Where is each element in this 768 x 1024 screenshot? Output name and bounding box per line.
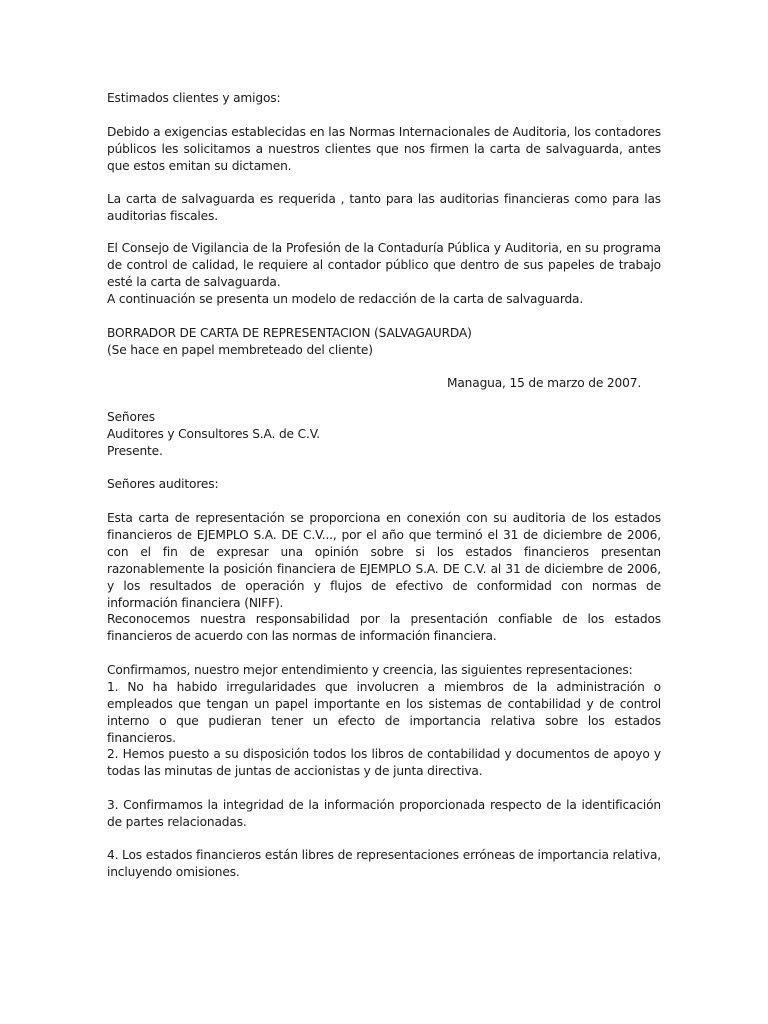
requirement-paragraph: La carta de salvaguarda es requerida , tanto para las auditorias financieras como para las auditorias fiscales. xyxy=(107,192,661,223)
representation-item-1: 1. No ha habido irregularidades que involucren a miembros de la administración o empleados que tengan un papel importante en los sistemas de contabilidad y de control interno o que pudieran tener un efecto de importancia relativa sobre los estados financieros. xyxy=(107,680,661,745)
body-paragraph-2: Reconocemos nuestra responsabilidad por la presentación confiable de los estados financieros de acuerdo con las normas de información financiera. xyxy=(107,612,661,643)
intro-paragraph: Debido a exigencias establecidas en las Normas Internacionales de Auditoria, los contadores públicos les solicitamos a nuestros clientes que nos firmen la carta de salvaguarda, antes que estos emitan su dictamen. xyxy=(107,125,661,173)
representation-item-2: 2. Hemos puesto a su disposición todos los libros de contabilidad y documentos de apoyo y todas las minutas de juntas de accionistas y de junta directiva. xyxy=(107,747,661,778)
representation-item-4: 4. Los estados financieros están libres de representaciones erróneas de importancia relativa, incluyendo omisiones. xyxy=(107,848,661,879)
draft-title: BORRADOR DE CARTA DE REPRESENTACION (SALVAGAURDA) xyxy=(107,326,472,340)
representation-item-3: 3. Confirmamos la integridad de la información proporcionada respecto de la identificación de partes relacionadas. xyxy=(107,798,661,829)
model-intro-line: A continuación se presenta un modelo de redacción de la carta de salvaguarda. xyxy=(107,292,584,306)
council-paragraph: El Consejo de Vigilancia de la Profesión de la Contaduría Pública y Auditoria, en su programa de control de calidad, le requiere al contador público que dentro de sus papeles de trabajo esté la carta de salvaguarda. xyxy=(107,241,661,289)
representations-intro: Confirmamos, nuestro mejor entendimiento y creencia, las siguientes representaciones: xyxy=(107,663,633,677)
address-line-2: Auditores y Consultores S.A. de C.V. xyxy=(107,426,321,441)
address-line-3: Presente. xyxy=(107,443,163,458)
address-line-1: Señores xyxy=(107,410,155,424)
salutation: Señores auditores: xyxy=(107,477,219,491)
recipient-address xyxy=(107,409,661,460)
letter-date: Managua, 15 de marzo de 2007. xyxy=(447,376,642,390)
body-paragraph-1: Esta carta de representación se proporciona en conexión con su auditoria de los estados financieros de EJEMPLO S.A. DE C.V..., por el año que terminó el 31 de diciembre de 2006, con el fin de expresar una opinión sobre si los estados financieros presentan razonablemente la posición financiera de EJEMPLO S.A. DE C.V. al 31 de diciembre de 2006, y los resultados de operación y flujos de efectivo de conformidad con normas de información financiera (NIFF). xyxy=(107,511,661,610)
draft-note: (Se hace en papel membreteado del cliente) xyxy=(107,343,373,357)
greeting: Estimados clientes y amigos: xyxy=(107,91,281,105)
